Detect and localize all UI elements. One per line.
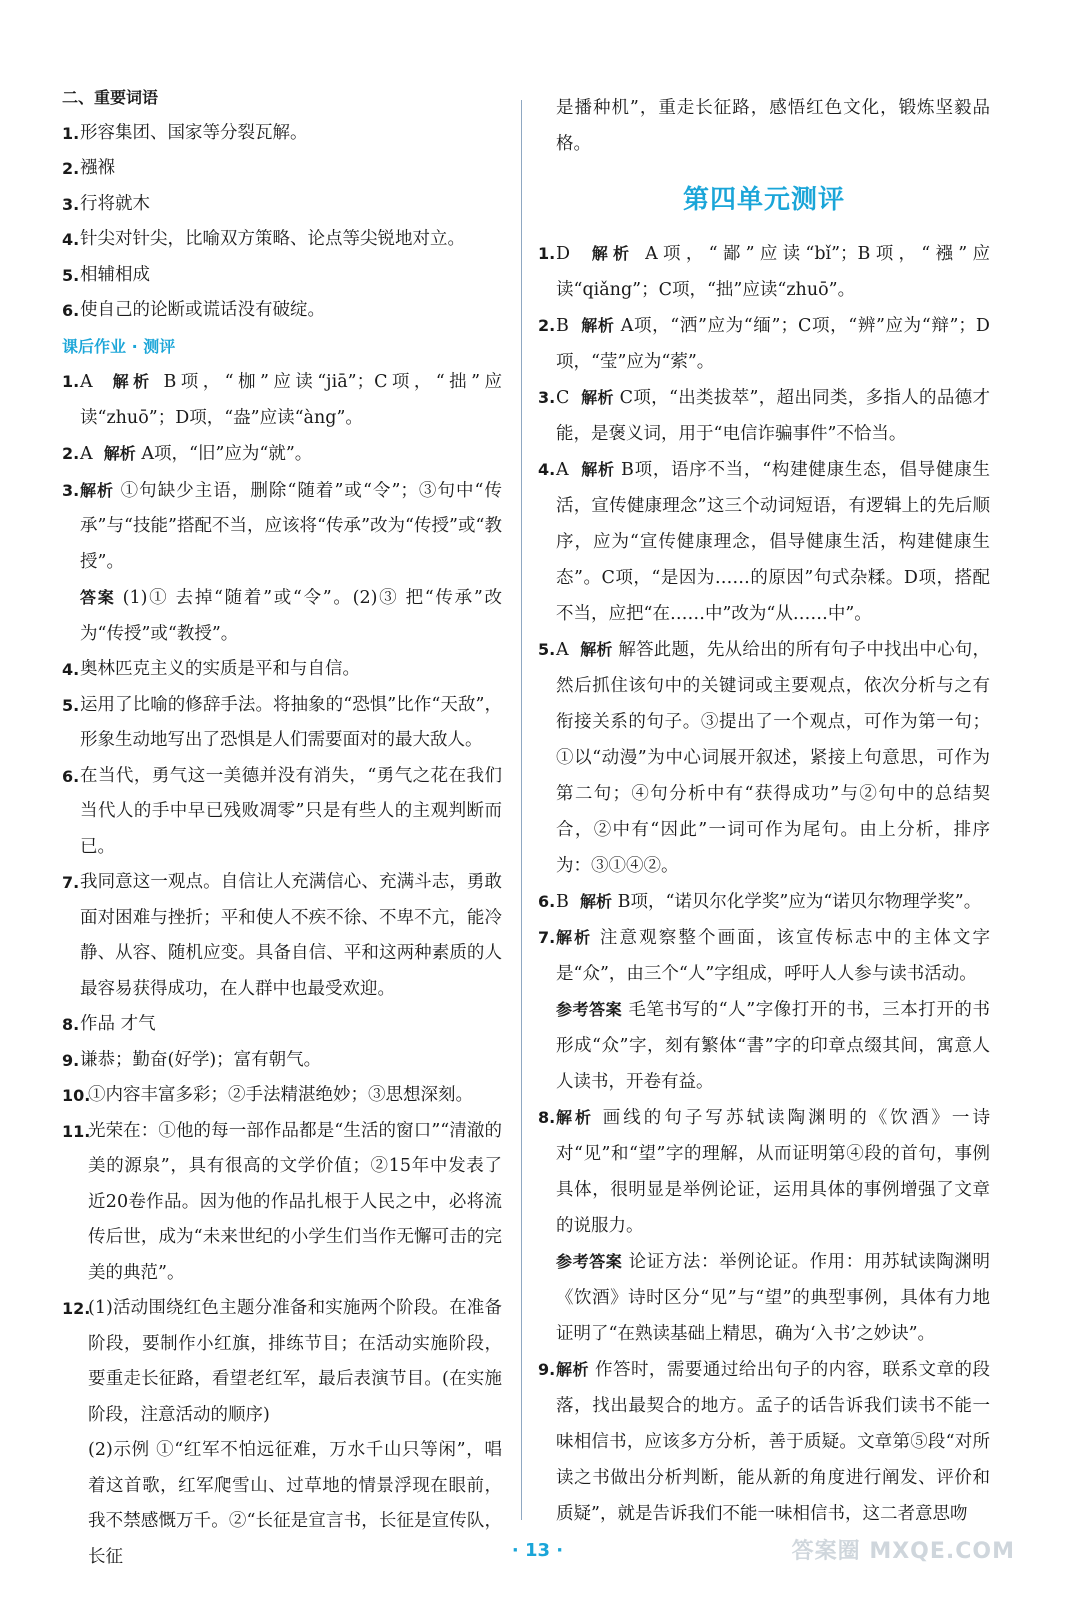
- answer-detail: 答案 (1)① 去掉“随着”或“令”。(2)③ 把“传承”改为“传授”或“教授”。: [80, 588, 502, 644]
- watermark: 答案圈 MXQE.COM: [791, 1539, 1015, 1564]
- answer-item: 11. 光荣在：①他的每一部作品都是“生活的窗口”“清澈的美的源泉”，具有很高的文学价值；②15年中发表了近20卷作品。因为他的作品扎根于人民之中，必将流传后世，成为“未来世纪的小学生们当作无懈可击的完美的典范”。: [62, 1120, 502, 1283]
- answer-item: 5. 运用了比喻的修辞手法。将抽象的“恐惧”比作“天敌”，形象生动地写出了恐惧是人们需要面对的最大敌人。: [62, 694, 502, 750]
- homework-title: 课后作业 · 测评: [62, 336, 176, 356]
- answer-item: 1. D 解析 A项，“鄙”应读“bǐ”；B项，“襁”应读“qiǎng”；C项，“拙”应读“zhuō”。: [538, 244, 990, 300]
- answer-item: 1. A 解析 B项，“枷”应读“jiā”；C项，“拙”应读“zhuō”；D项，“盎”应读“àng”。: [62, 372, 502, 428]
- page-number: · 13 ·: [511, 1540, 564, 1561]
- answer-item: 7. 解析 注意观察整个画面，该宣传标志中的主体文字是“众”，由三个“人”字组成，呼吁人人参与读书活动。: [538, 928, 990, 984]
- answer-item: 8. 解析 画线的句子写苏轼读陶渊明的《饮酒》一诗对“见”和“望”字的理解，从而证明第④段的首句，事例具体，很明显是举例论证，运用具体的事例增强了文章的说服力。: [538, 1108, 990, 1236]
- section-title: 二、重要词语: [62, 88, 159, 107]
- answer-item: 7. 我同意这一观点。自信让人充满信心、充满斗志，勇敢面对困难与挫折；平和使人不疾不徐、不卑不亢，能冷静、从容、随机应变。具备自信、平和这两种素质的人最容易获得成功，在人群中也最受欢迎。: [62, 872, 502, 999]
- answer-item: 12. (1)活动围绕红色主题分准备和实施两个阶段。在准备阶段，要制作小红旗，排练节目；在活动实施阶段，要重走长征路，看望老红军，最后表演节目。(在实施阶段，注意活动的顺序): [62, 1298, 502, 1425]
- vocab-item: 1. 形容集团、国家等分裂瓦解。: [62, 122, 308, 143]
- answer-item: 9. 解析 作答时，需要通过给出句子的内容，联系文章的段落，找出最契合的地方。孟子的话告诉我们读书不能一味相信书，应该多方分析，善于质疑。文章第⑤段“对所读之书做出分析判断，能从新的角度进行阐发、评价和质疑”，就是告诉我们不能一味相信书，这二者意思吻: [538, 1360, 990, 1524]
- vocab-item: 2. 襁褓: [62, 158, 115, 178]
- answer-item: 4. 奥林匹克主义的实质是平和与自信。: [62, 659, 360, 679]
- answer-item: 6. 在当代，勇气这一美德并没有消失，“勇气之花在我们当代人的手中早已残败凋零”只是有些人的主观判断而已。: [62, 765, 502, 857]
- right-column: [538, 90, 990, 1532]
- answer-detail: 参考答案 论证方法：举例论证。作用：用苏轼读陶渊明《饮酒》诗时区分“见”与“望”的典型事例，具体有力地证明了“在熟读基础上精思，确为‘入书’之妙诀”。: [556, 1252, 990, 1344]
- answer-item: 9. 谦恭；勤奋(好学)；富有朝气。: [62, 1049, 322, 1070]
- vocab-item: 4. 针尖对针尖，比喻双方策略、论点等尖锐地对立。: [62, 229, 465, 249]
- answer-item: 10. ①内容丰富多彩；②手法精湛绝妙；③思想深刻。: [62, 1085, 473, 1105]
- answer-item: 2. B 解析 A项，“洒”应为“缅”；C项，“辨”应为“辩”；D项，“莹”应为“萦”。: [538, 316, 990, 372]
- answer-detail: (2)示例 ①“红军不怕远征难，万水千山只等闲”，唱着这首歌，红军爬雪山、过草地的情景浮现在眼前，我不禁感慨万千。②“长征是宣言书，长征是宣传队，长征: [88, 1440, 502, 1567]
- answer-item: 3. 解析 ①句缺少主语，删除“随着”或“令”；③句中“传承”与“技能”搭配不当，应该将“传承”改为“传授”或“教授”。: [62, 480, 502, 572]
- vocab-item: 6. 使自己的论断或谎话没有破绽。: [62, 300, 325, 320]
- answer-item: 6. B 解析 B项，“诺贝尔化学奖”应为“诺贝尔物理学奖”。: [538, 892, 982, 912]
- continued-text: 是播种机”，重走长征路，感悟红色文化，锻炼坚毅品格。: [556, 98, 990, 154]
- answer-item: 8. 作品 才气: [62, 1014, 156, 1034]
- vocab-item: 5. 相辅相成: [62, 264, 150, 285]
- left-column: [62, 80, 502, 1575]
- column-divider: [521, 100, 522, 1520]
- unit-title: 第四单元测评: [682, 185, 845, 215]
- vocab-item: 3. 行将就木: [62, 193, 150, 214]
- answer-detail: 参考答案 毛笔书写的“人”字像打开的书，三本打开的书形成“众”字，刻有繁体“書”字的印章点缀其间，寓意人人读书，开卷有益。: [556, 1000, 990, 1092]
- answer-item: 3. C 解析 C项，“出类拔萃”，超出同类，多指人的品德才能，是褒义词，用于“电信诈骗事件”不恰当。: [538, 388, 990, 444]
- answer-item: 2. A 解析 A项，“旧”应为“就”。: [62, 444, 313, 464]
- answer-item: 5. A 解析 解答此题，先从给出的所有句子中找出中心句，然后抓住该句中的关键词或主要观点，依次分析与之有衔接关系的句子。③提出了一个观点，可作为第一句；①以“动漫”为中心词展开叙述，紧接上句意思，可作为第二句；④句分析中有“获得成功”与②句中的总结契合，②中有“因此”一词可作为尾句。由上分析，排序为：③①④②。: [538, 640, 990, 876]
- answer-item: 4. A 解析 B项，语序不当，“构建健康生态，倡导健康生活，宣传健康理念”这三个动词短语，有逻辑上的先后顺序，应为“宣传健康理念，倡导健康生活，构建健康生态”。C项，“是因为……的原因”句式杂糅。D项，搭配不当，应把“在……中”改为“从……中”。: [538, 460, 990, 624]
